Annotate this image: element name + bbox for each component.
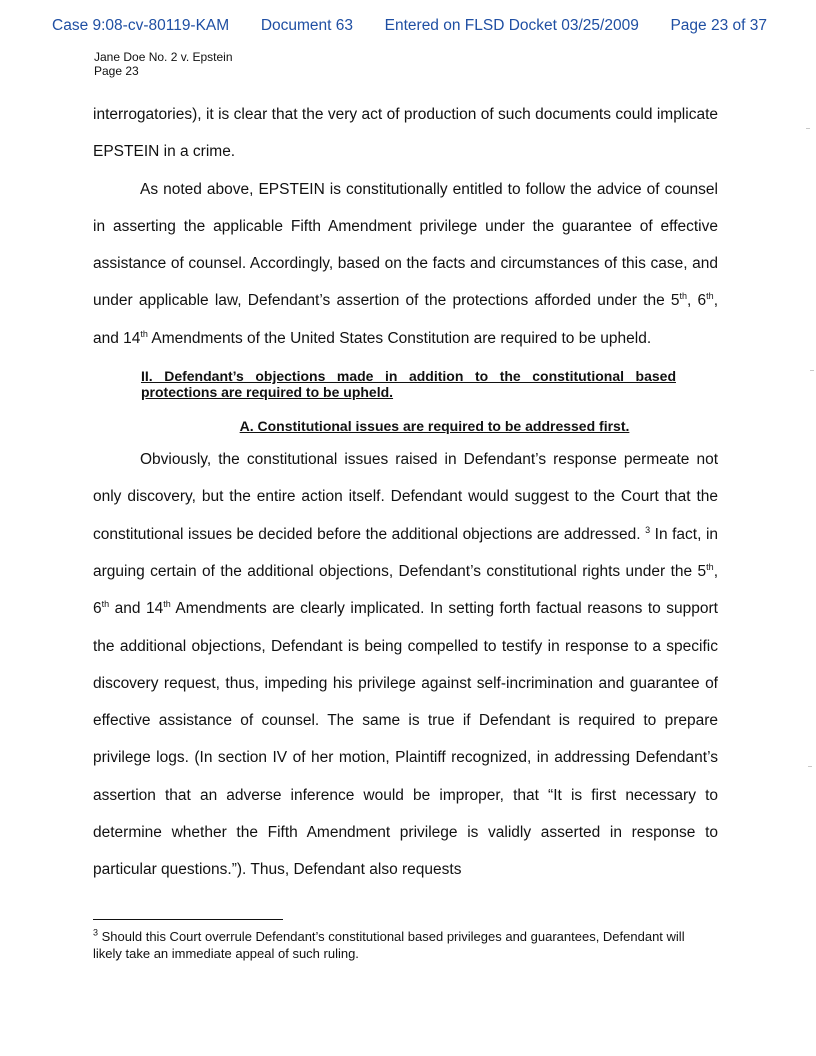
page-caption: [94, 50, 233, 78]
page-count: Page 23 of 37: [670, 17, 767, 34]
paragraph: As noted above, EPSTEIN is constitutionally entitled to follow the advice of counsel in asserting the applicable Fifth Amendment privilege under the guarantee of effective assistance of counsel. Accordingly, based on the facts and circumstances of this case, and under applicable law, Defendant’s assertion of the protections afforded under the 5th, 6th, and 14th Amendments of the United States Constitution are required to be upheld.: [93, 180, 718, 347]
footnote-divider: [93, 919, 283, 920]
scan-margin-mark: [808, 766, 812, 767]
case-number: Case 9:08-cv-80119-KAM: [52, 17, 230, 34]
footnote-reference[interactable]: 3: [645, 524, 651, 535]
scan-margin-mark: [806, 128, 810, 129]
footnote-number: 3: [93, 927, 99, 938]
footnote: [93, 928, 713, 962]
paragraph: interrogatories), it is clear that the very act of production of such documents could implicate EPSTEIN in a crime.: [93, 106, 718, 161]
scan-margin-mark: [810, 370, 814, 371]
page-number: Page 23: [94, 64, 139, 78]
docket-entry-date: Entered on FLSD Docket 03/25/2009: [384, 17, 639, 34]
document-number: Document 63: [260, 17, 354, 34]
subsection-heading: A. Constitutional issues are required to be addressed first.: [239, 418, 630, 435]
case-title: Jane Doe No. 2 v. Epstein: [94, 50, 233, 64]
document-body: [93, 96, 718, 889]
section-heading: II. Defendant’s objections made in addition to the constitutional based protections are required to be upheld.: [141, 368, 676, 401]
court-filing-stamp: [52, 17, 767, 35]
footnote-text: Should this Court overrule Defendant’s constitutional based privileges and guarantees, Defendant will likely take an immediate appeal of such ruling.: [93, 929, 685, 961]
paragraph: Obviously, the constitutional issues raised in Defendant’s response permeate not only discovery, but the entire action itself. Defendant would suggest to the Court that the constitutional issues be decided before the additional objections are addressed. $^3$ In fact, in arguing certain of the additional objections, Defendant’s constitutional rights under the 5th, 6th and 14th Amendments are clearly implicated. In setting forth factual reasons to support the additional objections, Defendant is being compelled to testify in response to a specific discovery request, thus, impeding his privilege against self-incrimination and guarantee of effective assistance of counsel. The same is true if Defendant is required to prepare privilege logs. (In section IV of her motion, Plaintiff recognized, in addressing Defendant’s assertion that an adverse inference would be improper, that “It is first necessary to determine whether the Fifth Amendment privilege is validly asserted in response to particular questions.”). Thus, Defendant also requests: [93, 451, 719, 879]
